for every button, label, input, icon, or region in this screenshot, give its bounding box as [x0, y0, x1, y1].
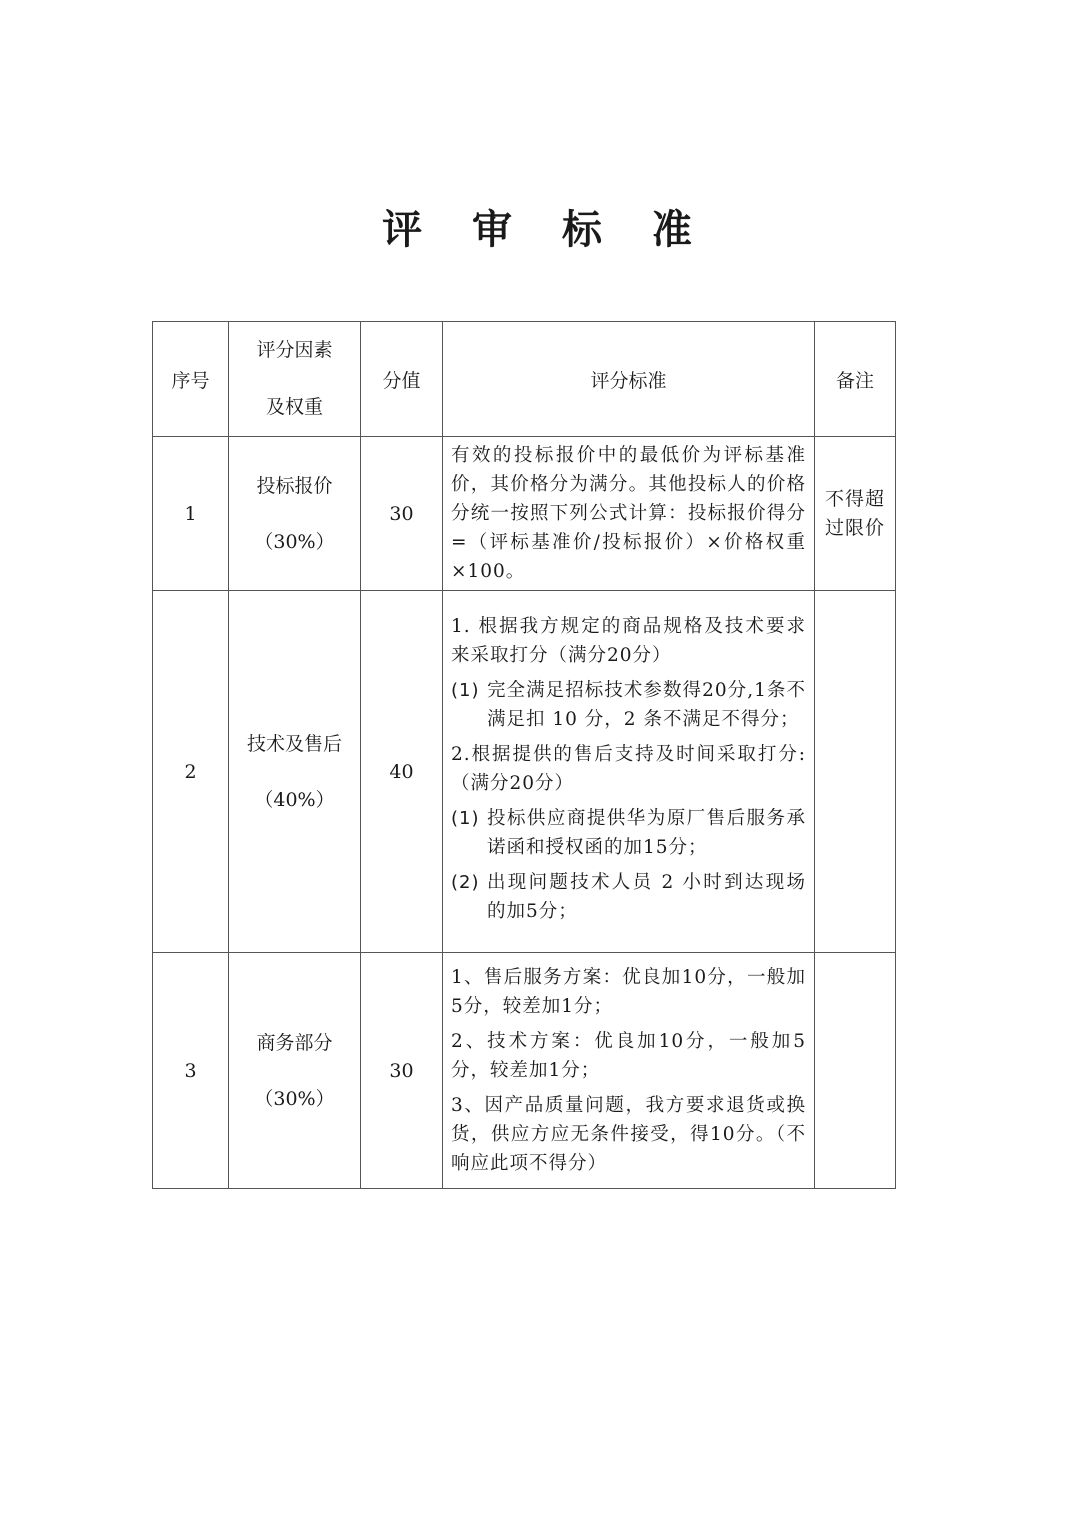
header-factor	[229, 322, 361, 437]
row-standard	[443, 953, 815, 1189]
table-row	[153, 591, 896, 953]
list-number: (1)	[451, 679, 480, 701]
list-text: 出现问题技术人员 2 小时到达现场的加5分；	[487, 871, 806, 922]
list-number: (1)	[451, 807, 480, 829]
standard-paragraph: 1. 根据我方规定的商品规格及技术要求来采取打分（满分20分）	[451, 615, 806, 666]
row-standard	[443, 591, 815, 953]
factor-name: 技术及售后	[246, 732, 342, 755]
header-factor-line2: 及权重	[265, 396, 323, 418]
header-factor-line1: 评分因素	[256, 339, 333, 361]
standard-list-item	[451, 676, 806, 734]
row-factor	[229, 953, 361, 1189]
row-score: 30	[361, 953, 443, 1189]
row-standard	[443, 437, 815, 591]
row-factor	[229, 437, 361, 591]
header-standard: 评分标准	[443, 322, 815, 437]
row-note	[815, 953, 896, 1189]
standard-paragraph: 2.根据提供的售后支持及时间采取打分:（满分20分）	[451, 743, 806, 794]
table-row	[153, 953, 896, 1189]
list-text: 完全满足招标技术参数得20分,1条不满足扣 10 分，2 条不满足不得分；	[487, 679, 806, 730]
row-score: 40	[361, 591, 443, 953]
table-header-row	[153, 322, 896, 437]
factor-name: 商务部分	[256, 1031, 333, 1054]
factor-weight: （30%）	[254, 530, 335, 553]
row-index: 2	[153, 591, 229, 953]
header-index: 序号	[153, 322, 229, 437]
row-index: 1	[153, 437, 229, 591]
standard-text: 有效的投标报价中的最低价为评标基准价，其价格分为满分。其他投标人的价格分统一按照下列公式计算：投标报价得分=（评标基准价/投标报价）×价格权重×100。	[451, 445, 806, 582]
header-note: 备注	[815, 322, 896, 437]
header-score: 分值	[361, 322, 443, 437]
row-score: 30	[361, 437, 443, 591]
row-index: 3	[153, 953, 229, 1189]
standard-list-item	[451, 868, 806, 926]
list-text: 投标供应商提供华为原厂售后服务承诺函和授权函的加15分；	[487, 807, 806, 858]
row-note	[815, 591, 896, 953]
page-title: 评 审 标 准	[382, 206, 710, 253]
standard-paragraph: 3、因产品质量问题，我方要求退货或换货，供应方应无条件接受，得10分。（不响应此项不得分）	[451, 1095, 806, 1174]
evaluation-criteria-table	[152, 321, 896, 1189]
standard-list-item	[451, 804, 806, 862]
factor-weight: （30%）	[254, 1087, 335, 1110]
factor-name: 投标报价	[256, 474, 333, 497]
factor-weight: （40%）	[254, 788, 335, 811]
row-factor	[229, 591, 361, 953]
table-row	[153, 437, 896, 591]
row-note: 不得超过限价	[815, 437, 896, 591]
standard-paragraph: 2、技术方案：优良加10分，一般加5分，较差加1分；	[451, 1031, 806, 1081]
list-number: (2)	[451, 871, 480, 893]
standard-paragraph: 1、售后服务方案：优良加10分，一般加5分，较差加1分；	[451, 967, 806, 1017]
